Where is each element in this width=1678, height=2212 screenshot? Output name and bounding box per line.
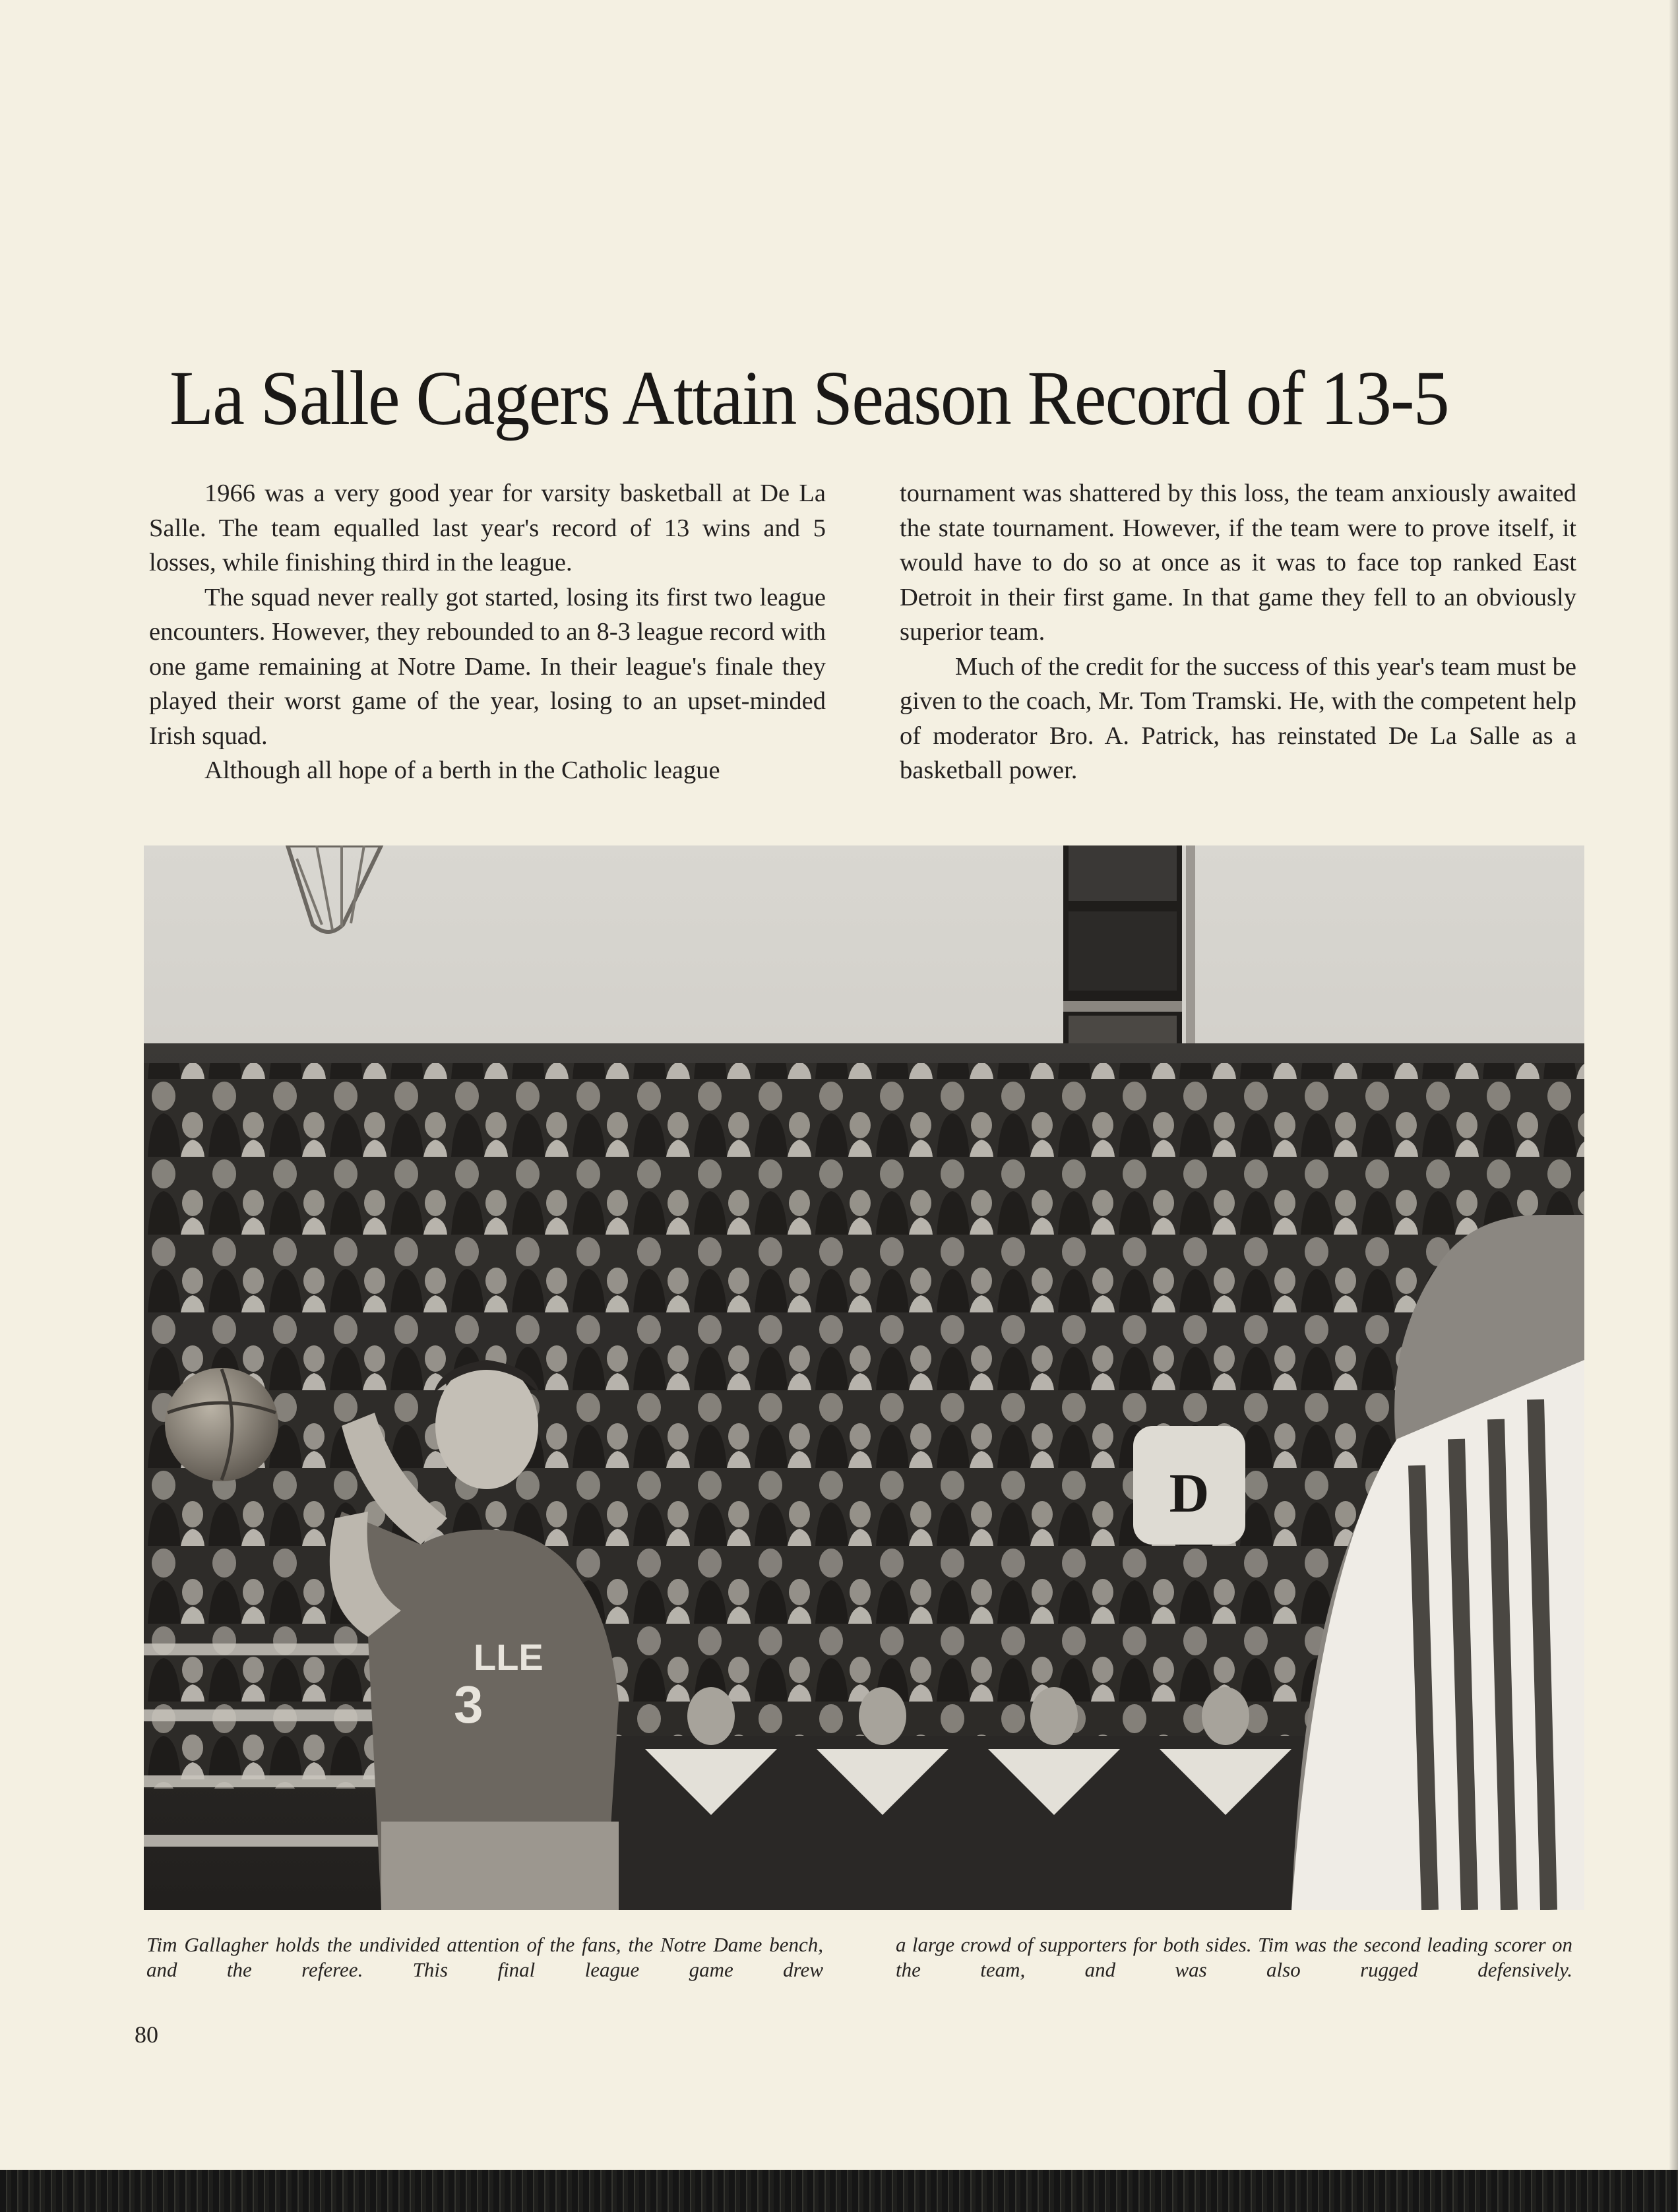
scan-border-strip <box>0 2170 1678 2212</box>
page-number: 80 <box>135 2021 158 2048</box>
basketball-game-photo <box>144 845 1584 1910</box>
basketball <box>165 1368 278 1481</box>
article-headline: La Salle Cagers Attain Season Record of 13-5 <box>170 355 1448 442</box>
svg-text:3: 3 <box>454 1675 483 1734</box>
article-paragraph: Much of the credit for the success of this year's team must be given to the coach, Mr. Tom Tramski. He, with the competent help of moderator Bro. A. Patrick, has reinstated De La Salle as a basketball power. <box>900 652 1576 784</box>
photo-caption-right: a large crowd of supporters for both sides. Tim was the second leading scorer on the team, and was also rugged defensively. <box>896 1933 1572 1981</box>
article-column-right <box>900 476 1576 788</box>
svg-text:D: D <box>1169 1463 1210 1524</box>
article-column-left <box>149 476 826 788</box>
photo-caption-left: Tim Gallagher holds the undivided attention of the fans, the Notre Dame bench, and the referee. This final league game drew <box>146 1933 823 1981</box>
article-paragraph: The squad never really got started, losing its first two league encounters. However, they rebounded to an 8-3 league record with one game remaining at Notre Dame. In their league's finale they played their worst game of the year, losing to an upset-minded Irish squad. <box>149 583 826 750</box>
article-paragraph: 1966 was a very good year for varsity basketball at De La Salle. The team equalled last year's record of 13 wins and 5 losses, while finishing third in the league. <box>149 479 826 576</box>
article-paragraph: tournament was shattered by this loss, the team anxiously awaited the state tournament. However, if the team were to prove itself, it would have to do so at once as it was to face top ranked East Detroit in their first game. In that game they fell to an obviously superior team. <box>900 479 1576 646</box>
article-paragraph: Although all hope of a berth in the Catholic league <box>204 756 720 784</box>
spectator-d-sweater <box>1133 1426 1245 1545</box>
page-edge-shadow <box>1669 0 1678 2212</box>
svg-text:LLE: LLE <box>474 1636 544 1678</box>
